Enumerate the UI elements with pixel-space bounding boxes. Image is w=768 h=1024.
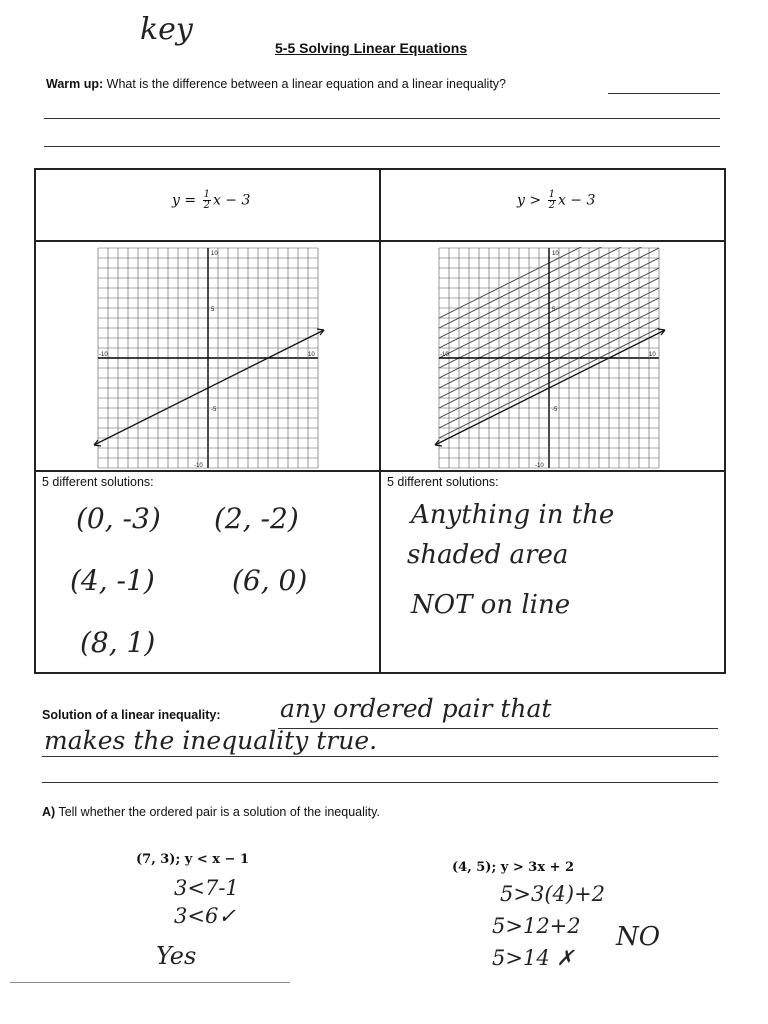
problem-2-answer: NO bbox=[616, 922, 661, 952]
handwritten-key-note: key bbox=[140, 12, 193, 47]
margin-mask bbox=[427, 244, 438, 470]
problem-1-prompt: (7, 3); y < x − 1 bbox=[136, 852, 250, 867]
solution-point: (8, 1) bbox=[80, 626, 156, 659]
axis-tick-label: -10 bbox=[194, 463, 203, 469]
axis-tick-label: 10 bbox=[308, 352, 315, 358]
solutions-label: 5 different solutions: bbox=[42, 475, 154, 489]
solution-point: (4, -1) bbox=[70, 564, 155, 597]
problem-2-work: 5>3(4)+2 bbox=[500, 882, 606, 906]
axis-tick-label: 10 bbox=[649, 352, 656, 358]
left-graph-cell bbox=[35, 241, 380, 471]
problem-1-answer: Yes bbox=[156, 942, 197, 970]
equation-comparison-table bbox=[34, 168, 726, 674]
answer-line-3: NOT on line bbox=[411, 590, 571, 620]
axis-tick-label: -5 bbox=[552, 407, 558, 413]
answer-line bbox=[44, 118, 720, 119]
page-title: 5-5 Solving Linear Equations bbox=[275, 40, 468, 56]
axis-tick-label: -10 bbox=[99, 352, 108, 358]
left-equation: y = $\frac{1}{2}$ x − 3 bbox=[172, 189, 251, 211]
problem-1-work: 3<7-1 bbox=[174, 876, 239, 900]
right-equation-cell bbox=[380, 169, 725, 241]
answer-line bbox=[42, 782, 718, 783]
axis-tick-label: -5 bbox=[211, 407, 217, 413]
fraction: $\frac{1}{2}$ bbox=[548, 189, 555, 211]
problem-2-work: 5>12+2 bbox=[492, 914, 581, 938]
solution-point: (6, 0) bbox=[232, 564, 308, 597]
left-solutions-cell bbox=[35, 471, 380, 673]
warm-up-question: What is the difference between a linear equation and a linear inequality? bbox=[106, 77, 506, 91]
answer-line-1: Anything in the bbox=[411, 500, 615, 530]
right-graph-cell bbox=[380, 241, 725, 471]
warm-up-prompt bbox=[46, 77, 506, 91]
answer-line-2: shaded area bbox=[407, 540, 569, 570]
fraction: $\frac{1}{2}$ bbox=[203, 189, 210, 211]
axis-tick-label: -10 bbox=[535, 463, 544, 469]
coordinate-grid-inequality bbox=[427, 244, 671, 470]
right-solutions-cell bbox=[380, 471, 725, 673]
problem-1-work: 3<6✓ bbox=[174, 904, 236, 928]
problem-2-work: 5>14 ✗ bbox=[492, 946, 574, 970]
margin-mask bbox=[660, 244, 671, 470]
definition-answer-line2: makes the inequality true. bbox=[44, 726, 378, 755]
warm-up-label: Warm up: bbox=[46, 77, 104, 91]
part-a-text: Tell whether the ordered pair is a solution of the inequality. bbox=[58, 805, 380, 819]
answer-line bbox=[608, 93, 720, 94]
definition-label: Solution of a linear inequality: bbox=[42, 708, 221, 722]
part-a-instruction bbox=[42, 805, 380, 819]
bottom-divider bbox=[10, 982, 290, 983]
axis-tick-label: 10 bbox=[552, 251, 559, 257]
part-a-label: A) bbox=[42, 805, 56, 819]
axis-tick-label: 5 bbox=[211, 307, 215, 313]
solutions-label: 5 different solutions: bbox=[387, 475, 499, 489]
right-inequality: y > $\frac{1}{2}$ x − 3 bbox=[517, 189, 596, 211]
axis-tick-label: 5 bbox=[552, 307, 556, 313]
definition-answer-line1: any ordered pair that bbox=[280, 694, 552, 723]
problem-2-prompt: (4, 5); y > 3x + 2 bbox=[452, 860, 575, 875]
axis-tick-label: 10 bbox=[211, 251, 218, 257]
solution-point: (2, -2) bbox=[214, 502, 299, 535]
answer-line bbox=[42, 756, 718, 757]
answer-line bbox=[44, 146, 720, 147]
left-equation-cell bbox=[35, 169, 380, 241]
axis-tick-label: -10 bbox=[440, 352, 449, 358]
coordinate-grid-equation bbox=[86, 244, 330, 470]
margin-mask bbox=[427, 244, 671, 247]
solution-point: (0, -3) bbox=[76, 502, 161, 535]
